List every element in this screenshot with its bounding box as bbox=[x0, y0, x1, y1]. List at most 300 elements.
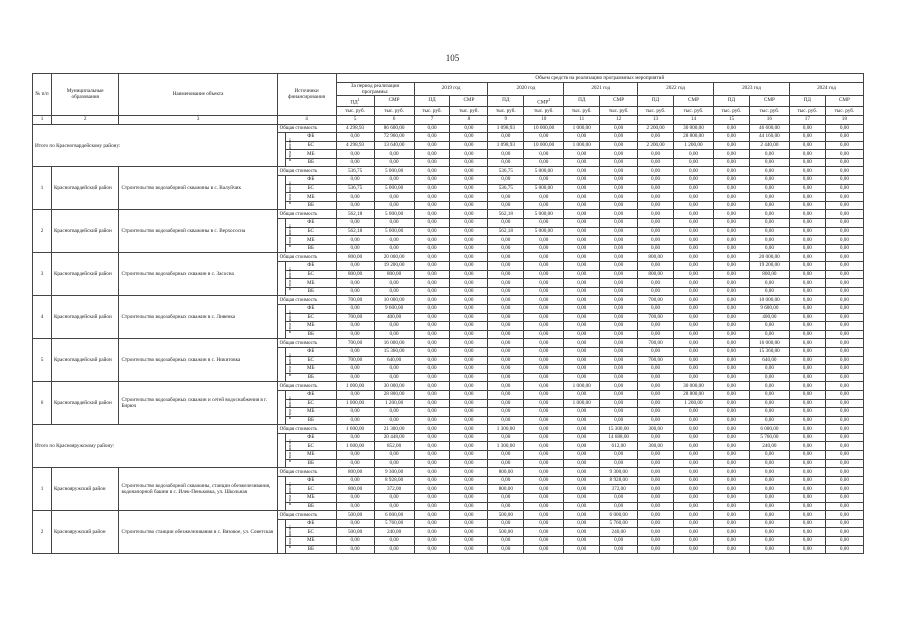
header-unit: тыс. руб. bbox=[414, 107, 450, 116]
amount-cell: 0,00 bbox=[414, 537, 450, 546]
amount-cell: 0,00 bbox=[638, 476, 674, 485]
amount-cell: 0,00 bbox=[564, 167, 600, 176]
amount-cell: 0,00 bbox=[600, 347, 638, 356]
amount-cell: 0,00 bbox=[414, 459, 450, 468]
amount-cell: 0,00 bbox=[488, 176, 524, 185]
source-label: МБ bbox=[286, 150, 337, 159]
amount-cell: 0,00 bbox=[488, 279, 524, 288]
source-label: БС bbox=[286, 399, 337, 408]
amount-cell: 0,00 bbox=[450, 339, 488, 348]
row-number: 3 bbox=[33, 253, 52, 296]
column-number: 4 bbox=[277, 115, 336, 124]
amount-cell: 2 200,00 bbox=[638, 141, 674, 150]
amount-cell: 0,00 bbox=[600, 296, 638, 305]
amount-cell: 0,00 bbox=[825, 459, 863, 468]
amount-cell: 0,00 bbox=[524, 451, 564, 460]
amount-cell: 0,00 bbox=[714, 227, 750, 236]
amount-cell: 0,00 bbox=[825, 236, 863, 245]
amount-cell: 0,00 bbox=[714, 502, 750, 511]
amount-cell: 0,00 bbox=[714, 304, 750, 313]
amount-cell: 0,00 bbox=[714, 339, 750, 348]
amount-cell: 0,00 bbox=[638, 545, 674, 554]
amount-cell: 72 960,00 bbox=[374, 133, 414, 142]
amount-cell: 0,00 bbox=[825, 390, 863, 399]
municipality-name: Краснояружский район bbox=[51, 511, 118, 554]
amount-cell: 0,00 bbox=[749, 236, 789, 245]
amount-cell: 536,75 bbox=[488, 167, 524, 176]
header-period: За период реализации программы: bbox=[336, 82, 414, 95]
amount-cell: 0,00 bbox=[638, 347, 674, 356]
amount-cell: 800,00 bbox=[336, 270, 374, 279]
amount-cell: 0,00 bbox=[749, 373, 789, 382]
source-label: БС bbox=[286, 528, 337, 537]
amount-cell: 19 200,00 bbox=[374, 262, 414, 271]
amount-cell: 0,00 bbox=[789, 425, 825, 434]
amount-cell: 0,00 bbox=[564, 193, 600, 202]
municipality-name: Красногвардейский район bbox=[51, 210, 118, 253]
amount-cell: 0,00 bbox=[414, 124, 450, 133]
amount-cell: 0,00 bbox=[600, 210, 638, 219]
amount-cell: 6 000,00 bbox=[374, 511, 414, 520]
amount-cell: 0,00 bbox=[374, 365, 414, 374]
amount-cell: 0,00 bbox=[336, 244, 374, 253]
amount-cell: 1 000,00 bbox=[564, 124, 600, 133]
amount-cell: 0,00 bbox=[524, 304, 564, 313]
source-label: МБ bbox=[286, 193, 337, 202]
amount-cell: 0,00 bbox=[336, 365, 374, 374]
amount-cell: 0,00 bbox=[673, 193, 713, 202]
amount-cell: 0,00 bbox=[825, 270, 863, 279]
amount-cell: 0,00 bbox=[564, 210, 600, 219]
column-number: 14 bbox=[673, 115, 713, 124]
amount-cell: 0,00 bbox=[638, 382, 674, 391]
in-that-number-label bbox=[277, 347, 292, 381]
amount-cell: 0,00 bbox=[638, 399, 674, 408]
amount-cell: 0,00 bbox=[673, 468, 713, 477]
amount-cell: 0,00 bbox=[825, 176, 863, 185]
amount-cell: 0,00 bbox=[638, 227, 674, 236]
amount-cell: 240,00 bbox=[374, 528, 414, 537]
amount-cell: 0,00 bbox=[414, 133, 450, 142]
amount-cell: 0,00 bbox=[789, 227, 825, 236]
amount-cell: 0,00 bbox=[524, 287, 564, 296]
source-label: ФБ bbox=[286, 176, 337, 185]
amount-cell: 0,00 bbox=[488, 373, 524, 382]
amount-cell: 800,00 bbox=[638, 253, 674, 262]
object-name: Строительство водозаборных скважин в с. Ливенка bbox=[119, 296, 277, 339]
source-label: МБ bbox=[286, 279, 337, 288]
amount-cell: 0,00 bbox=[749, 193, 789, 202]
amount-cell: 0,00 bbox=[564, 150, 600, 159]
amount-cell: 0,00 bbox=[789, 451, 825, 460]
amount-cell: 10 000,00 bbox=[374, 296, 414, 305]
amount-cell: 5 760,00 bbox=[600, 519, 638, 528]
amount-cell: 5 000,00 bbox=[524, 167, 564, 176]
source-label: МБ bbox=[286, 236, 337, 245]
amount-cell: 0,00 bbox=[488, 193, 524, 202]
amount-cell: 0,00 bbox=[825, 253, 863, 262]
amount-cell: 0,00 bbox=[414, 468, 450, 477]
amount-cell: 5 000,00 bbox=[524, 227, 564, 236]
amount-cell: 21 300,00 bbox=[374, 425, 414, 434]
amount-cell: 0,00 bbox=[714, 201, 750, 210]
amount-cell: 0,00 bbox=[825, 330, 863, 339]
amount-cell: 0,00 bbox=[714, 433, 750, 442]
amount-cell: 28 800,00 bbox=[673, 133, 713, 142]
amount-cell: 240,00 bbox=[600, 528, 638, 537]
amount-cell: 0,00 bbox=[336, 476, 374, 485]
table-row bbox=[33, 511, 864, 520]
object-name: Строительство водозаборных скважин в с. Никитовка bbox=[119, 339, 277, 382]
amount-cell: 0,00 bbox=[336, 304, 374, 313]
amount-cell: 0,00 bbox=[336, 330, 374, 339]
amount-cell: 0,00 bbox=[450, 304, 488, 313]
amount-cell: 0,00 bbox=[789, 176, 825, 185]
amount-cell: 0,00 bbox=[600, 451, 638, 460]
column-number: 7 bbox=[414, 115, 450, 124]
amount-cell: 0,00 bbox=[564, 356, 600, 365]
header-unit: тыс. руб. bbox=[524, 107, 564, 116]
amount-cell: 0,00 bbox=[673, 296, 713, 305]
amount-cell: 0,00 bbox=[749, 210, 789, 219]
amount-cell: 0,00 bbox=[789, 330, 825, 339]
amount-cell: 0,00 bbox=[825, 382, 863, 391]
amount-cell: 700,00 bbox=[336, 356, 374, 365]
amount-cell: 0,00 bbox=[336, 373, 374, 382]
amount-cell: 0,00 bbox=[714, 528, 750, 537]
amount-cell: 0,00 bbox=[600, 339, 638, 348]
amount-cell: 0,00 bbox=[638, 279, 674, 288]
amount-cell: 0,00 bbox=[450, 150, 488, 159]
amount-cell: 0,00 bbox=[414, 365, 450, 374]
amount-cell: 0,00 bbox=[600, 253, 638, 262]
amount-cell: 0,00 bbox=[524, 408, 564, 417]
amount-cell: 0,00 bbox=[638, 408, 674, 417]
amount-cell: 0,00 bbox=[714, 537, 750, 546]
column-number: 6 bbox=[374, 115, 414, 124]
amount-cell: 0,00 bbox=[450, 124, 488, 133]
amount-cell: 13 640,00 bbox=[374, 141, 414, 150]
amount-cell: 0,00 bbox=[450, 330, 488, 339]
amount-cell: 0,00 bbox=[749, 408, 789, 417]
amount-cell: 1 600,00 bbox=[336, 425, 374, 434]
amount-cell: 0,00 bbox=[336, 433, 374, 442]
amount-cell: 0,00 bbox=[714, 519, 750, 528]
header-no: № п/п bbox=[33, 74, 52, 116]
amount-cell: 0,00 bbox=[714, 133, 750, 142]
amount-cell: 0,00 bbox=[714, 373, 750, 382]
amount-cell: 0,00 bbox=[825, 262, 863, 271]
amount-cell: 0,00 bbox=[825, 399, 863, 408]
amount-cell: 0,00 bbox=[488, 416, 524, 425]
amount-cell: 0,00 bbox=[673, 210, 713, 219]
amount-cell: 562,18 bbox=[488, 210, 524, 219]
amount-cell: 0,00 bbox=[414, 322, 450, 331]
amount-cell: 0,00 bbox=[638, 176, 674, 185]
amount-cell: 0,00 bbox=[825, 133, 863, 142]
amount-cell: 0,00 bbox=[414, 279, 450, 288]
amount-cell: 0,00 bbox=[450, 390, 488, 399]
object-name: Строительство водозаборной скважины в с. Верхососна bbox=[119, 210, 277, 253]
source-label: ВБ bbox=[286, 545, 337, 554]
amount-cell: 0,00 bbox=[414, 399, 450, 408]
in-that-number-label bbox=[277, 133, 292, 167]
amount-cell: 0,00 bbox=[414, 416, 450, 425]
amount-cell: 0,00 bbox=[714, 399, 750, 408]
amount-cell: 0,00 bbox=[789, 347, 825, 356]
source-label-total: Общая стоимость bbox=[277, 253, 336, 262]
column-number: 15 bbox=[714, 115, 750, 124]
in-that-number-text: в том числе: bbox=[286, 524, 292, 548]
amount-cell: 0,00 bbox=[714, 442, 750, 451]
object-name: Строительство водозаборной скважины в с. Валуйчик bbox=[119, 167, 277, 210]
table-body bbox=[33, 124, 864, 554]
column-number: 16 bbox=[749, 115, 789, 124]
amount-cell: 0,00 bbox=[673, 287, 713, 296]
amount-cell: 536,75 bbox=[488, 184, 524, 193]
amount-cell: 0,00 bbox=[374, 150, 414, 159]
amount-cell: 0,00 bbox=[673, 537, 713, 546]
amount-cell: 0,00 bbox=[524, 347, 564, 356]
amount-cell: 0,00 bbox=[600, 176, 638, 185]
amount-cell: 0,00 bbox=[564, 459, 600, 468]
column-number: 11 bbox=[564, 115, 600, 124]
amount-cell: 15 360,00 bbox=[374, 347, 414, 356]
amount-cell: 0,00 bbox=[714, 408, 750, 417]
amount-cell: 0,00 bbox=[825, 322, 863, 331]
source-label: ВБ bbox=[286, 373, 337, 382]
amount-cell: 0,00 bbox=[374, 494, 414, 503]
source-label: ФБ bbox=[286, 433, 337, 442]
in-that-number-text: в том числе: bbox=[286, 180, 292, 204]
amount-cell: 0,00 bbox=[414, 425, 450, 434]
header-smr: СМР$^2$ bbox=[524, 95, 564, 107]
amount-cell: 0,00 bbox=[450, 236, 488, 245]
amount-cell: 0,00 bbox=[524, 511, 564, 520]
amount-cell: 0,00 bbox=[414, 176, 450, 185]
header-pd: ПД bbox=[414, 95, 450, 107]
amount-cell: 0,00 bbox=[450, 459, 488, 468]
group-total-label: Итого по Краснояружскому району: bbox=[33, 425, 278, 468]
amount-cell: 0,00 bbox=[749, 451, 789, 460]
amount-cell: 0,00 bbox=[673, 502, 713, 511]
amount-cell: 0,00 bbox=[524, 201, 564, 210]
amount-cell: 0,00 bbox=[673, 365, 713, 374]
amount-cell: 0,00 bbox=[638, 201, 674, 210]
amount-cell: 0,00 bbox=[488, 494, 524, 503]
amount-cell: 1 000,00 bbox=[564, 399, 600, 408]
in-that-number-label bbox=[277, 433, 292, 467]
amount-cell: 0,00 bbox=[673, 442, 713, 451]
amount-cell: 1 300,00 bbox=[488, 442, 524, 451]
amount-cell: 0,00 bbox=[336, 287, 374, 296]
in-that-number-text: в том числе: bbox=[286, 266, 292, 290]
amount-cell: 0,00 bbox=[789, 201, 825, 210]
amount-cell: 0,00 bbox=[450, 347, 488, 356]
source-label: ВБ bbox=[286, 416, 337, 425]
amount-cell: 0,00 bbox=[638, 494, 674, 503]
object-name: Строительство водозаборных скважин в с. Засосна bbox=[119, 253, 277, 296]
table-row bbox=[33, 382, 864, 391]
amount-cell: 0,00 bbox=[488, 287, 524, 296]
amount-cell: 0,00 bbox=[374, 459, 414, 468]
amount-cell: 0,00 bbox=[450, 227, 488, 236]
amount-cell: 0,00 bbox=[825, 365, 863, 374]
amount-cell: 0,00 bbox=[825, 356, 863, 365]
amount-cell: 9 300,00 bbox=[374, 468, 414, 477]
column-number: 10 bbox=[524, 115, 564, 124]
object-name: Строительство водозаборных скважин и сетей водоснабжения в г. Бирюч bbox=[119, 382, 277, 425]
amount-cell: 1 200,00 bbox=[673, 141, 713, 150]
amount-cell: 0,00 bbox=[524, 322, 564, 331]
header-smr: СМР bbox=[450, 95, 488, 107]
amount-cell: 0,00 bbox=[488, 330, 524, 339]
amount-cell: 0,00 bbox=[673, 313, 713, 322]
header-object: Наименование объекта bbox=[119, 74, 277, 116]
amount-cell: 0,00 bbox=[825, 193, 863, 202]
source-label: БС bbox=[286, 485, 337, 494]
amount-cell: 0,00 bbox=[564, 262, 600, 271]
amount-cell: 0,00 bbox=[749, 416, 789, 425]
amount-cell: 0,00 bbox=[825, 347, 863, 356]
amount-cell: 5 000,00 bbox=[374, 184, 414, 193]
amount-cell: 0,00 bbox=[638, 502, 674, 511]
source-label: БС bbox=[286, 356, 337, 365]
amount-cell: 0,00 bbox=[789, 502, 825, 511]
amount-cell: 0,00 bbox=[414, 262, 450, 271]
amount-cell: 0,00 bbox=[564, 339, 600, 348]
amount-cell: 5 000,00 bbox=[374, 227, 414, 236]
amount-cell: 0,00 bbox=[414, 511, 450, 520]
amount-cell: 0,00 bbox=[749, 279, 789, 288]
amount-cell: 0,00 bbox=[789, 304, 825, 313]
amount-cell: 1 300,00 bbox=[488, 425, 524, 434]
amount-cell: 0,00 bbox=[714, 210, 750, 219]
amount-cell: 0,00 bbox=[789, 485, 825, 494]
amount-cell: 0,00 bbox=[414, 502, 450, 511]
header-smr-total: СМР bbox=[374, 95, 414, 107]
in-that-number-text: в том числе: bbox=[286, 481, 292, 505]
amount-cell: 0,00 bbox=[488, 313, 524, 322]
amount-cell: 0,00 bbox=[600, 322, 638, 331]
source-label: ФБ bbox=[286, 304, 337, 313]
object-name: Строительство станции обезжелезивания в с. Вязовое, ул. Советская bbox=[119, 511, 277, 554]
amount-cell: 8 928,00 bbox=[374, 476, 414, 485]
amount-cell: 0,00 bbox=[414, 494, 450, 503]
amount-cell: 28 800,00 bbox=[374, 390, 414, 399]
amount-cell: 0,00 bbox=[524, 537, 564, 546]
amount-cell: 0,00 bbox=[673, 425, 713, 434]
amount-cell: 0,00 bbox=[600, 356, 638, 365]
amount-cell: 0,00 bbox=[450, 365, 488, 374]
amount-cell: 0,00 bbox=[600, 537, 638, 546]
amount-cell: 0,00 bbox=[789, 287, 825, 296]
amount-cell: 0,00 bbox=[825, 167, 863, 176]
amount-cell: 0,00 bbox=[749, 365, 789, 374]
amount-cell: 372,00 bbox=[600, 485, 638, 494]
amount-cell: 800,00 bbox=[488, 468, 524, 477]
source-label-total: Общая стоимость bbox=[277, 210, 336, 219]
amount-cell: 0,00 bbox=[789, 494, 825, 503]
header-unit: тыс. руб. bbox=[789, 107, 825, 116]
amount-cell: 20 448,00 bbox=[374, 433, 414, 442]
amount-cell: 0,00 bbox=[749, 459, 789, 468]
amount-cell: 0,00 bbox=[524, 416, 564, 425]
amount-cell: 0,00 bbox=[374, 545, 414, 554]
amount-cell: 1 098,93 bbox=[488, 124, 524, 133]
amount-cell: 0,00 bbox=[789, 459, 825, 468]
amount-cell: 0,00 bbox=[450, 373, 488, 382]
amount-cell: 0,00 bbox=[600, 270, 638, 279]
amount-cell: 6 000,00 bbox=[749, 425, 789, 434]
amount-cell: 16 000,00 bbox=[749, 339, 789, 348]
amount-cell: 0,00 bbox=[714, 124, 750, 133]
amount-cell: 5 000,00 bbox=[524, 184, 564, 193]
header-year: 2023 год bbox=[714, 82, 790, 95]
amount-cell: 0,00 bbox=[673, 236, 713, 245]
amount-cell: 0,00 bbox=[638, 330, 674, 339]
amount-cell: 0,00 bbox=[673, 262, 713, 271]
amount-cell: 640,00 bbox=[749, 356, 789, 365]
header-smr: СМР bbox=[673, 95, 713, 107]
amount-cell: 0,00 bbox=[450, 399, 488, 408]
amount-cell: 0,00 bbox=[374, 244, 414, 253]
amount-cell: 15 360,00 bbox=[749, 347, 789, 356]
source-label: ВБ bbox=[286, 459, 337, 468]
amount-cell: 0,00 bbox=[414, 304, 450, 313]
amount-cell: 0,00 bbox=[714, 330, 750, 339]
in-that-number-label bbox=[277, 176, 292, 210]
amount-cell: 0,00 bbox=[488, 133, 524, 142]
amount-cell: 0,00 bbox=[414, 270, 450, 279]
amount-cell: 0,00 bbox=[524, 253, 564, 262]
amount-cell: 86 600,00 bbox=[374, 124, 414, 133]
amount-cell: 0,00 bbox=[673, 356, 713, 365]
amount-cell: 0,00 bbox=[714, 253, 750, 262]
amount-cell: 0,00 bbox=[673, 304, 713, 313]
header-unit: тыс. руб. bbox=[638, 107, 674, 116]
amount-cell: 0,00 bbox=[714, 219, 750, 228]
source-label: ФБ bbox=[286, 219, 337, 228]
amount-cell: 0,00 bbox=[414, 528, 450, 537]
amount-cell: 4 298,93 bbox=[336, 141, 374, 150]
amount-cell: 0,00 bbox=[714, 176, 750, 185]
amount-cell: 0,00 bbox=[638, 287, 674, 296]
amount-cell: 0,00 bbox=[825, 519, 863, 528]
municipality-name: Красногвардейский район bbox=[51, 253, 118, 296]
source-label-total: Общая стоимость bbox=[277, 425, 336, 434]
amount-cell: 0,00 bbox=[414, 330, 450, 339]
amount-cell: 0,00 bbox=[450, 528, 488, 537]
amount-cell: 0,00 bbox=[825, 485, 863, 494]
amount-cell: 0,00 bbox=[789, 365, 825, 374]
amount-cell: 0,00 bbox=[789, 322, 825, 331]
amount-cell: 0,00 bbox=[600, 494, 638, 503]
in-that-number-text: в том числе: bbox=[286, 137, 292, 161]
amount-cell: 0,00 bbox=[450, 468, 488, 477]
header-year: 2024 год bbox=[789, 82, 863, 95]
municipality-name: Краснояружский район bbox=[51, 468, 118, 511]
amount-cell: 0,00 bbox=[638, 511, 674, 520]
amount-cell: 0,00 bbox=[336, 494, 374, 503]
amount-cell: 0,00 bbox=[600, 279, 638, 288]
source-label: БС bbox=[286, 184, 337, 193]
amount-cell: 0,00 bbox=[524, 390, 564, 399]
amount-cell: 0,00 bbox=[749, 390, 789, 399]
source-label: ФБ bbox=[286, 133, 337, 142]
amount-cell: 0,00 bbox=[673, 184, 713, 193]
amount-cell: 0,00 bbox=[488, 451, 524, 460]
